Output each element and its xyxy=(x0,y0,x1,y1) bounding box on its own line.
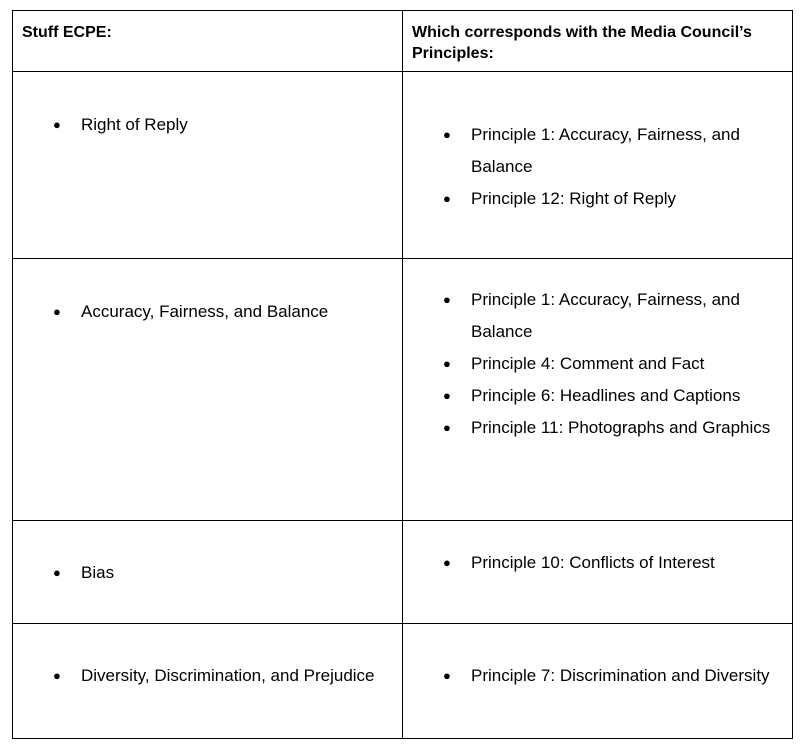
header-media-council-principles: Which corresponds with the Media Council’s Principles: xyxy=(412,24,752,62)
list-item xyxy=(403,547,792,579)
bullet-icon: ● xyxy=(53,304,61,319)
bullet-icon: ● xyxy=(443,388,451,403)
ecpe-cell xyxy=(13,624,403,739)
principle-item: Principle 12: Right of Reply xyxy=(471,189,677,208)
header-stuff-ecpe: Stuff ECPE: xyxy=(22,24,112,41)
header-row xyxy=(13,11,793,72)
principle-item: Principle 4: Comment and Fact xyxy=(471,354,705,373)
principles-cell xyxy=(403,72,793,259)
principle-item: Principle 10: Conflicts of Interest xyxy=(471,553,715,572)
list-item xyxy=(403,119,792,183)
ecpe-item: Accuracy, Fairness, and Balance xyxy=(81,302,329,321)
ecpe-item: Bias xyxy=(81,563,115,582)
list-item xyxy=(13,109,402,141)
table-row xyxy=(13,259,793,521)
ecpe-principles-table xyxy=(12,10,793,739)
bullet-icon: ● xyxy=(53,117,61,132)
list-item xyxy=(403,183,792,215)
principle-item: Principle 7: Discrimination and Diversity xyxy=(471,666,770,685)
list-item xyxy=(403,380,792,412)
principles-cell xyxy=(403,624,793,739)
principles-cell xyxy=(403,521,793,624)
principle-item: Principle 11: Photographs and Graphics xyxy=(471,418,771,437)
ecpe-item: Right of Reply xyxy=(81,115,188,134)
principle-item: Principle 1: Accuracy, Fairness, and Balance xyxy=(471,290,740,341)
bullet-icon: ● xyxy=(53,668,61,683)
bullet-icon: ● xyxy=(443,191,451,206)
list-item xyxy=(13,557,402,589)
ecpe-cell xyxy=(13,521,403,624)
ecpe-cell xyxy=(13,72,403,259)
bullet-icon: ● xyxy=(443,555,451,570)
bullet-icon: ● xyxy=(53,565,61,580)
bullet-icon: ● xyxy=(443,420,451,435)
list-item xyxy=(403,412,792,444)
ecpe-item: Diversity, Discrimination, and Prejudice xyxy=(81,666,375,685)
table-row xyxy=(13,521,793,624)
principle-item: Principle 6: Headlines and Captions xyxy=(471,386,741,405)
principles-cell xyxy=(403,259,793,521)
list-item xyxy=(403,284,792,348)
list-item xyxy=(13,296,402,328)
bullet-icon: ● xyxy=(443,127,451,142)
list-item xyxy=(403,348,792,380)
ecpe-cell xyxy=(13,259,403,521)
bullet-icon: ● xyxy=(443,668,451,683)
list-item xyxy=(13,660,402,692)
header-cell-left xyxy=(13,11,403,72)
table-row xyxy=(13,72,793,259)
principle-item: Principle 1: Accuracy, Fairness, and Balance xyxy=(471,125,740,176)
table-row xyxy=(13,624,793,739)
bullet-icon: ● xyxy=(443,356,451,371)
header-cell-right xyxy=(403,11,793,72)
list-item xyxy=(403,660,792,692)
bullet-icon: ● xyxy=(443,292,451,307)
